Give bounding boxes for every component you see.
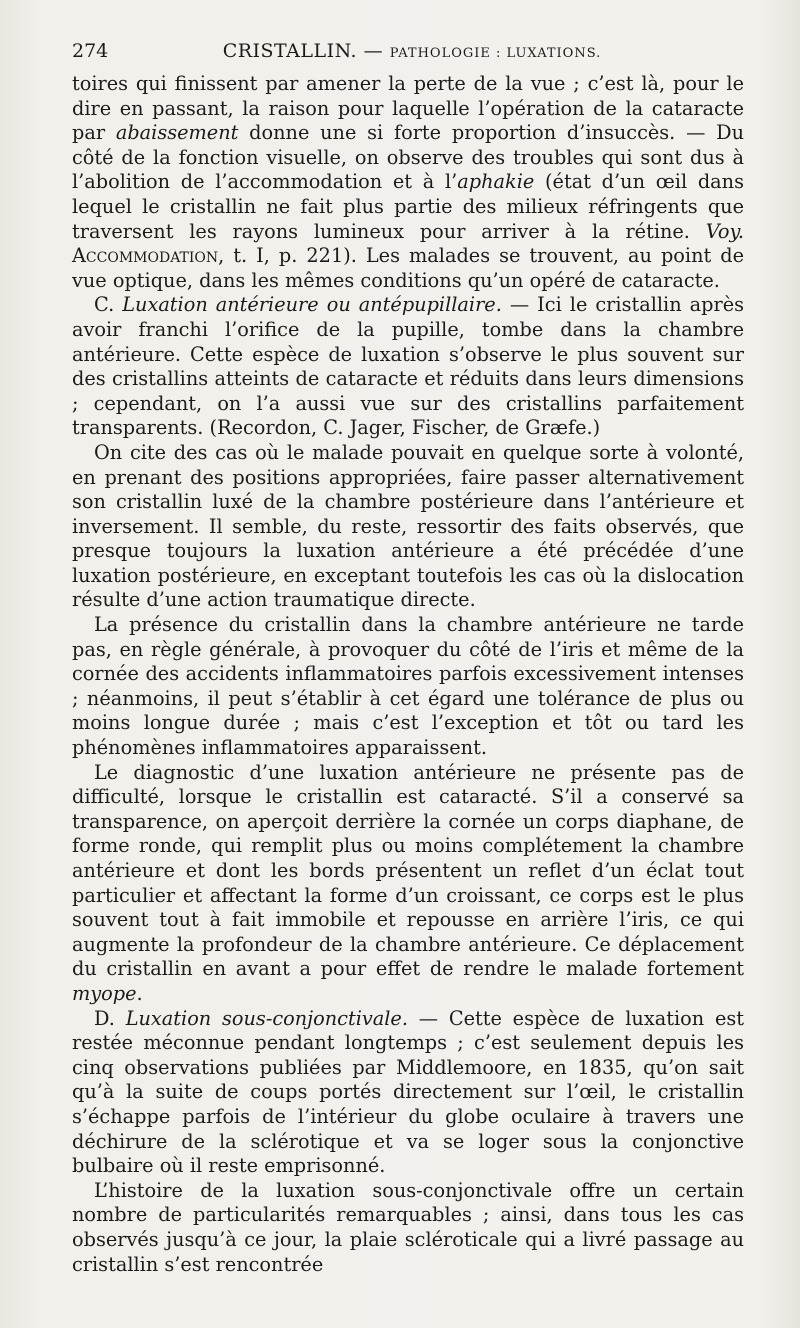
running-header: [72, 40, 752, 70]
page-number: 274: [72, 40, 109, 62]
body-text: [72, 72, 744, 1277]
running-title-main: CRISTALLIN. —: [222, 40, 390, 62]
paragraph: L’histoire de la luxation sous-conjonctivale offre un certain nombre de particularités remarquables ; ainsi, dans tous les cas observés jusqu’à ce jour, la plaie scléroticale qui a livré passage au cristallin s’est rencontrée: [72, 1178, 744, 1276]
section-letter: D.: [94, 1006, 126, 1030]
section-heading: Luxation antérieure ou antépupillaire.: [122, 293, 502, 317]
text-run: — Ici le cristallin après avoir franchi l’orifice de la pupille, tombe dans la chambre antérieure. Cette espèce de luxation s’observe le plus souvent sur des cristallins atteints de cataracte et réduits dans leurs dimensions ; cependant, on l’a aussi vue sur des cristallins parfaitement transparents. (Recordon, C. Jager, Fischer, de Græfe.): [72, 293, 745, 440]
italic-term: aphakie: [457, 170, 535, 194]
paragraph-diagnostic: [72, 761, 744, 1007]
paragraph: La présence du cristallin dans la chambre antérieure ne tarde pas, en règle générale, à provoquer du côté de l’iris et même de la cornée des accidents inflammatoires parfois excessivement intenses ; néanmoins, il peut s’établir à cet égard une tolérance de plus ou moins longue durée ; mais c’est l’exception et tôt ou tard les phénomènes inflammatoires apparaissent.: [72, 613, 744, 760]
running-title-sub: PATHOLOGIE : LUXATIONS.: [389, 46, 602, 61]
cross-reference: Accommodation: [72, 244, 219, 268]
text-run: (état d’un œil dans lequel le cristallin ne fait plus partie des milieux réfringents que traversent les rayons lumineux pour arriver à la rétine.: [72, 170, 744, 243]
italic-term: myope: [72, 981, 137, 1005]
running-title: [72, 40, 752, 62]
text-run: Le diagnostic d’une luxation antérieure ne présente pas de difficulté, lorsque le cristallin est cataracté. S’il a conservé sa transparence, on aperçoit derrière la cornée un corps diaphane, de forme ronde, qui remplit plus ou moins complétement la chambre antérieure et dont les bords présentent un reflet d’un éclat tout particulier et affectant la forme d’un croissant, ce corps est le plus souvent tout à fait immobile et repousse en arrière l’iris, ce qui augmente la profondeur de la chambre antérieure. Ce déplacement du cristallin en avant a pour effet de rendre le malade fortement: [72, 760, 744, 981]
paragraph: On cite des cas où le malade pouvait en quelque sorte à volonté, en prenant des positions appropriées, faire passer alternativement son cristallin luxé de la chambre postérieure dans l’antérieure et inversement. Il semble, du reste, ressortir des faits observés, que presque toujours la luxation antérieure a été précédée d’une luxation postérieure, en exceptant toutefois les cas où la dislocation résulte d’une action traumatique directe.: [72, 440, 744, 612]
text-run: — Cette espèce de luxation est restée méconnue pendant longtemps ; c’est seulement depuis les cinq observations publiées par Middlemoore, en 1835, qu’on sait qu’à la suite de coups portés directement sur l’œil, le cristallin s’échappe parfois de l’intérieur du globe oculaire à travers une déchirure de la sclérotique et va se loger sous la conjonctive bulbaire où il reste emprisonné.: [72, 1006, 744, 1178]
paragraph-continuation: [72, 72, 744, 293]
section-heading: Luxation sous-conjonctivale.: [125, 1006, 408, 1030]
text-run: , t. I, p. 221). Les malades se trouvent, au point de vue optique, dans les mêmes conditions qu’un opéré de cataracte.: [72, 244, 744, 292]
paragraph-luxation-anterieure: [72, 293, 744, 441]
text-run: .: [136, 981, 143, 1005]
text-run: toires qui finissent par amener la perte de la vue ; c’est là, pour le dire en passant, la raison pour laquelle l’opération de la cataracte par: [72, 72, 744, 145]
italic-term: abaissement: [115, 121, 239, 145]
italic-term: Voy.: [705, 219, 744, 243]
section-letter: C.: [94, 293, 123, 317]
text-run: donne une si forte proportion d’insuccès. — Du côté de la fonction visuelle, on observe des troubles qui sont dus à l’abolition de l’accommodation et à l’: [72, 121, 744, 194]
paragraph-luxation-sous-conjonctivale: [72, 1007, 744, 1179]
